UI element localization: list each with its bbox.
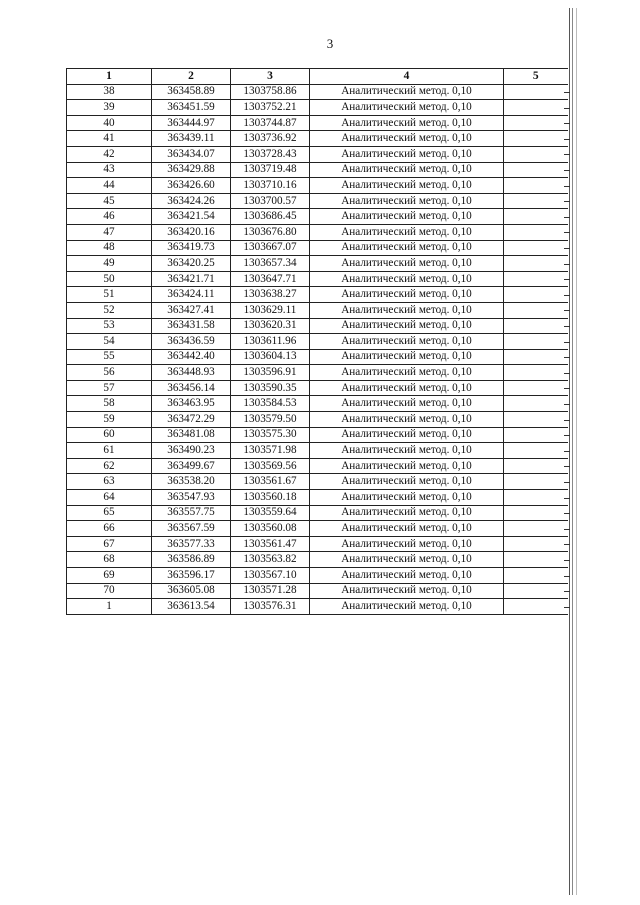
cell-col-5 bbox=[504, 115, 568, 131]
cell-col-2: 363434.07 bbox=[152, 146, 231, 162]
cell-col-3: 1303560.18 bbox=[231, 490, 310, 506]
header-col-2: 2 bbox=[152, 69, 231, 85]
cell-col-3: 1303719.48 bbox=[231, 162, 310, 178]
cell-col-3: 1303647.71 bbox=[231, 271, 310, 287]
cell-col-5 bbox=[504, 209, 568, 225]
table-row bbox=[67, 318, 568, 334]
cell-col-2: 363577.33 bbox=[152, 536, 231, 552]
cell-col-3: 1303575.30 bbox=[231, 427, 310, 443]
cell-col-5 bbox=[504, 256, 568, 272]
cell-col-3: 1303590.35 bbox=[231, 380, 310, 396]
cell-col-2: 363481.08 bbox=[152, 427, 231, 443]
cell-col-4: Аналитический метод. 0,10 bbox=[310, 583, 504, 599]
cell-col-4: Аналитический метод. 0,10 bbox=[310, 302, 504, 318]
edge-tick bbox=[564, 139, 570, 140]
cell-col-1: 47 bbox=[67, 224, 152, 240]
cell-col-4: Аналитический метод. 0,10 bbox=[310, 100, 504, 116]
table-row bbox=[67, 84, 568, 100]
header-col-4: 4 bbox=[310, 69, 504, 85]
edge-tick bbox=[564, 217, 570, 218]
cell-col-2: 363420.25 bbox=[152, 256, 231, 272]
cell-col-3: 1303736.92 bbox=[231, 131, 310, 147]
cell-col-3: 1303710.16 bbox=[231, 178, 310, 194]
cell-col-3: 1303744.87 bbox=[231, 115, 310, 131]
cell-col-2: 363463.95 bbox=[152, 396, 231, 412]
cell-col-5 bbox=[504, 599, 568, 615]
cell-col-4: Аналитический метод. 0,10 bbox=[310, 365, 504, 381]
cell-col-2: 363421.54 bbox=[152, 209, 231, 225]
cell-col-1: 54 bbox=[67, 334, 152, 350]
cell-col-5 bbox=[504, 568, 568, 584]
table-row bbox=[67, 568, 568, 584]
edge-tick bbox=[564, 482, 570, 483]
cell-col-3: 1303629.11 bbox=[231, 302, 310, 318]
table-header-row bbox=[67, 69, 568, 85]
cell-col-3: 1303584.53 bbox=[231, 396, 310, 412]
scan-edge-line bbox=[576, 8, 577, 895]
cell-col-2: 363538.20 bbox=[152, 474, 231, 490]
cell-col-2: 363547.93 bbox=[152, 490, 231, 506]
cell-col-2: 363456.14 bbox=[152, 380, 231, 396]
cell-col-5 bbox=[504, 271, 568, 287]
cell-col-3: 1303620.31 bbox=[231, 318, 310, 334]
cell-col-1: 39 bbox=[67, 100, 152, 116]
cell-col-4: Аналитический метод. 0,10 bbox=[310, 552, 504, 568]
cell-col-5 bbox=[504, 84, 568, 100]
cell-col-4: Аналитический метод. 0,10 bbox=[310, 427, 504, 443]
cell-col-3: 1303569.56 bbox=[231, 458, 310, 474]
cell-col-4: Аналитический метод. 0,10 bbox=[310, 256, 504, 272]
cell-col-1: 67 bbox=[67, 536, 152, 552]
cell-col-2: 363567.59 bbox=[152, 521, 231, 537]
table-row bbox=[67, 209, 568, 225]
table-row bbox=[67, 396, 568, 412]
edge-tick bbox=[564, 404, 570, 405]
cell-col-3: 1303561.47 bbox=[231, 536, 310, 552]
edge-tick bbox=[564, 201, 570, 202]
cell-col-4: Аналитический метод. 0,10 bbox=[310, 271, 504, 287]
table-body bbox=[67, 84, 568, 614]
cell-col-2: 363421.71 bbox=[152, 271, 231, 287]
header-col-1: 1 bbox=[67, 69, 152, 85]
cell-col-1: 62 bbox=[67, 458, 152, 474]
cell-col-4: Аналитический метод. 0,10 bbox=[310, 380, 504, 396]
cell-col-2: 363448.93 bbox=[152, 365, 231, 381]
table-row bbox=[67, 240, 568, 256]
cell-col-5 bbox=[504, 427, 568, 443]
table-row bbox=[67, 599, 568, 615]
table-row bbox=[67, 131, 568, 147]
edge-tick bbox=[564, 232, 570, 233]
table-row bbox=[67, 521, 568, 537]
cell-col-3: 1303758.86 bbox=[231, 84, 310, 100]
table-row bbox=[67, 552, 568, 568]
table-row bbox=[67, 427, 568, 443]
cell-col-4: Аналитический метод. 0,10 bbox=[310, 490, 504, 506]
cell-col-4: Аналитический метод. 0,10 bbox=[310, 349, 504, 365]
cell-col-1: 58 bbox=[67, 396, 152, 412]
cell-col-4: Аналитический метод. 0,10 bbox=[310, 568, 504, 584]
table-row bbox=[67, 271, 568, 287]
edge-tick bbox=[564, 108, 570, 109]
cell-col-5 bbox=[504, 474, 568, 490]
cell-col-4: Аналитический метод. 0,10 bbox=[310, 536, 504, 552]
header-col-3: 3 bbox=[231, 69, 310, 85]
cell-col-3: 1303752.21 bbox=[231, 100, 310, 116]
cell-col-5 bbox=[504, 583, 568, 599]
cell-col-1: 52 bbox=[67, 302, 152, 318]
page-number: 3 bbox=[326, 36, 334, 51]
table-row bbox=[67, 536, 568, 552]
header-col-5: 5 bbox=[504, 69, 568, 85]
table-row bbox=[67, 365, 568, 381]
cell-col-1: 65 bbox=[67, 505, 152, 521]
edge-tick bbox=[564, 498, 570, 499]
cell-col-1: 53 bbox=[67, 318, 152, 334]
edge-tick bbox=[564, 420, 570, 421]
table-row bbox=[67, 287, 568, 303]
cell-col-2: 363424.11 bbox=[152, 287, 231, 303]
cell-col-4: Аналитический метод. 0,10 bbox=[310, 505, 504, 521]
cell-col-2: 363458.89 bbox=[152, 84, 231, 100]
cell-col-2: 363605.08 bbox=[152, 583, 231, 599]
coordinates-table bbox=[66, 68, 568, 615]
cell-col-3: 1303700.57 bbox=[231, 193, 310, 209]
cell-col-4: Аналитический метод. 0,10 bbox=[310, 443, 504, 459]
cell-col-4: Аналитический метод. 0,10 bbox=[310, 240, 504, 256]
cell-col-1: 70 bbox=[67, 583, 152, 599]
cell-col-5 bbox=[504, 552, 568, 568]
cell-col-3: 1303567.10 bbox=[231, 568, 310, 584]
cell-col-5 bbox=[504, 536, 568, 552]
cell-col-2: 363427.41 bbox=[152, 302, 231, 318]
cell-col-5 bbox=[504, 162, 568, 178]
table-row bbox=[67, 474, 568, 490]
cell-col-1: 48 bbox=[67, 240, 152, 256]
cell-col-1: 68 bbox=[67, 552, 152, 568]
cell-col-1: 66 bbox=[67, 521, 152, 537]
edge-tick bbox=[564, 310, 570, 311]
cell-col-5 bbox=[504, 396, 568, 412]
edge-tick bbox=[564, 591, 570, 592]
table-row bbox=[67, 302, 568, 318]
edge-tick bbox=[564, 560, 570, 561]
edge-tick bbox=[564, 513, 570, 514]
cell-col-2: 363613.54 bbox=[152, 599, 231, 615]
table-row bbox=[67, 458, 568, 474]
cell-col-4: Аналитический метод. 0,10 bbox=[310, 474, 504, 490]
cell-col-3: 1303667.07 bbox=[231, 240, 310, 256]
cell-col-3: 1303676.80 bbox=[231, 224, 310, 240]
cell-col-4: Аналитический метод. 0,10 bbox=[310, 178, 504, 194]
cell-col-2: 363557.75 bbox=[152, 505, 231, 521]
cell-col-3: 1303571.28 bbox=[231, 583, 310, 599]
table-row bbox=[67, 256, 568, 272]
edge-tick bbox=[564, 264, 570, 265]
scan-edge-line bbox=[572, 8, 573, 895]
edge-tick bbox=[564, 92, 570, 93]
table-row bbox=[67, 146, 568, 162]
cell-col-5 bbox=[504, 224, 568, 240]
table-row bbox=[67, 490, 568, 506]
edge-tick bbox=[564, 154, 570, 155]
cell-col-1: 69 bbox=[67, 568, 152, 584]
cell-col-5 bbox=[504, 349, 568, 365]
cell-col-3: 1303563.82 bbox=[231, 552, 310, 568]
edge-tick bbox=[564, 326, 570, 327]
cell-col-5 bbox=[504, 505, 568, 521]
cell-col-4: Аналитический метод. 0,10 bbox=[310, 84, 504, 100]
edge-tick bbox=[564, 373, 570, 374]
cell-col-5 bbox=[504, 412, 568, 428]
table-row bbox=[67, 100, 568, 116]
cell-col-2: 363596.17 bbox=[152, 568, 231, 584]
edge-tick bbox=[564, 357, 570, 358]
cell-col-5 bbox=[504, 146, 568, 162]
cell-col-3: 1303561.67 bbox=[231, 474, 310, 490]
cell-col-1: 43 bbox=[67, 162, 152, 178]
cell-col-1: 1 bbox=[67, 599, 152, 615]
cell-col-1: 40 bbox=[67, 115, 152, 131]
cell-col-3: 1303596.91 bbox=[231, 365, 310, 381]
cell-col-2: 363424.26 bbox=[152, 193, 231, 209]
edge-tick bbox=[564, 279, 570, 280]
table-row bbox=[67, 349, 568, 365]
cell-col-5 bbox=[504, 100, 568, 116]
cell-col-5 bbox=[504, 443, 568, 459]
edge-tick bbox=[564, 123, 570, 124]
cell-col-5 bbox=[504, 380, 568, 396]
edge-tick bbox=[564, 170, 570, 171]
cell-col-3: 1303560.08 bbox=[231, 521, 310, 537]
cell-col-1: 42 bbox=[67, 146, 152, 162]
cell-col-1: 57 bbox=[67, 380, 152, 396]
table-row bbox=[67, 224, 568, 240]
cell-col-3: 1303686.45 bbox=[231, 209, 310, 225]
cell-col-3: 1303657.34 bbox=[231, 256, 310, 272]
cell-col-5 bbox=[504, 240, 568, 256]
cell-col-1: 56 bbox=[67, 365, 152, 381]
cell-col-5 bbox=[504, 458, 568, 474]
cell-col-2: 363499.67 bbox=[152, 458, 231, 474]
edge-tick bbox=[564, 295, 570, 296]
cell-col-5 bbox=[504, 334, 568, 350]
cell-col-4: Аналитический метод. 0,10 bbox=[310, 162, 504, 178]
cell-col-2: 363420.16 bbox=[152, 224, 231, 240]
cell-col-3: 1303576.31 bbox=[231, 599, 310, 615]
cell-col-4: Аналитический метод. 0,10 bbox=[310, 224, 504, 240]
table-row bbox=[67, 380, 568, 396]
cell-col-3: 1303579.50 bbox=[231, 412, 310, 428]
cell-col-5 bbox=[504, 302, 568, 318]
cell-col-2: 363419.73 bbox=[152, 240, 231, 256]
cell-col-1: 59 bbox=[67, 412, 152, 428]
cell-col-5 bbox=[504, 131, 568, 147]
cell-col-2: 363490.23 bbox=[152, 443, 231, 459]
cell-col-3: 1303604.13 bbox=[231, 349, 310, 365]
cell-col-1: 61 bbox=[67, 443, 152, 459]
cell-col-1: 60 bbox=[67, 427, 152, 443]
table-row bbox=[67, 505, 568, 521]
table-row bbox=[67, 583, 568, 599]
cell-col-4: Аналитический метод. 0,10 bbox=[310, 287, 504, 303]
cell-col-5 bbox=[504, 490, 568, 506]
edge-tick bbox=[564, 451, 570, 452]
cell-col-4: Аналитический метод. 0,10 bbox=[310, 318, 504, 334]
table-row bbox=[67, 178, 568, 194]
cell-col-1: 50 bbox=[67, 271, 152, 287]
cell-col-1: 46 bbox=[67, 209, 152, 225]
cell-col-2: 363439.11 bbox=[152, 131, 231, 147]
edge-tick bbox=[564, 544, 570, 545]
cell-col-2: 363451.59 bbox=[152, 100, 231, 116]
table-row bbox=[67, 334, 568, 350]
cell-col-5 bbox=[504, 365, 568, 381]
cell-col-2: 363442.40 bbox=[152, 349, 231, 365]
cell-col-4: Аналитический метод. 0,10 bbox=[310, 521, 504, 537]
cell-col-5 bbox=[504, 178, 568, 194]
cell-col-2: 363586.89 bbox=[152, 552, 231, 568]
cell-col-1: 41 bbox=[67, 131, 152, 147]
cell-col-1: 51 bbox=[67, 287, 152, 303]
edge-tick bbox=[564, 607, 570, 608]
cell-col-4: Аналитический метод. 0,10 bbox=[310, 115, 504, 131]
cell-col-3: 1303611.96 bbox=[231, 334, 310, 350]
cell-col-4: Аналитический метод. 0,10 bbox=[310, 209, 504, 225]
edge-tick bbox=[564, 576, 570, 577]
table-row bbox=[67, 162, 568, 178]
cell-col-1: 63 bbox=[67, 474, 152, 490]
cell-col-3: 1303571.98 bbox=[231, 443, 310, 459]
cell-col-5 bbox=[504, 193, 568, 209]
cell-col-1: 38 bbox=[67, 84, 152, 100]
cell-col-2: 363431.58 bbox=[152, 318, 231, 334]
cell-col-4: Аналитический метод. 0,10 bbox=[310, 146, 504, 162]
cell-col-1: 64 bbox=[67, 490, 152, 506]
edge-tick bbox=[564, 186, 570, 187]
table-row bbox=[67, 193, 568, 209]
edge-tick bbox=[564, 466, 570, 467]
edge-tick bbox=[564, 388, 570, 389]
cell-col-4: Аналитический метод. 0,10 bbox=[310, 412, 504, 428]
table-row bbox=[67, 443, 568, 459]
cell-col-3: 1303559.64 bbox=[231, 505, 310, 521]
cell-col-5 bbox=[504, 521, 568, 537]
cell-col-5 bbox=[504, 318, 568, 334]
table-row bbox=[67, 115, 568, 131]
edge-tick bbox=[564, 435, 570, 436]
edge-tick bbox=[564, 342, 570, 343]
cell-col-4: Аналитический метод. 0,10 bbox=[310, 396, 504, 412]
cell-col-1: 49 bbox=[67, 256, 152, 272]
cell-col-4: Аналитический метод. 0,10 bbox=[310, 334, 504, 350]
cell-col-2: 363444.97 bbox=[152, 115, 231, 131]
cell-col-5 bbox=[504, 287, 568, 303]
edge-tick bbox=[564, 248, 570, 249]
cell-col-1: 45 bbox=[67, 193, 152, 209]
cell-col-4: Аналитический метод. 0,10 bbox=[310, 458, 504, 474]
cell-col-2: 363426.60 bbox=[152, 178, 231, 194]
cell-col-4: Аналитический метод. 0,10 bbox=[310, 193, 504, 209]
cell-col-2: 363472.29 bbox=[152, 412, 231, 428]
cell-col-2: 363429.88 bbox=[152, 162, 231, 178]
cell-col-3: 1303638.27 bbox=[231, 287, 310, 303]
cell-col-4: Аналитический метод. 0,10 bbox=[310, 131, 504, 147]
cell-col-1: 44 bbox=[67, 178, 152, 194]
cell-col-1: 55 bbox=[67, 349, 152, 365]
cell-col-4: Аналитический метод. 0,10 bbox=[310, 599, 504, 615]
table-row bbox=[67, 412, 568, 428]
cell-col-2: 363436.59 bbox=[152, 334, 231, 350]
cell-col-3: 1303728.43 bbox=[231, 146, 310, 162]
edge-tick bbox=[564, 529, 570, 530]
